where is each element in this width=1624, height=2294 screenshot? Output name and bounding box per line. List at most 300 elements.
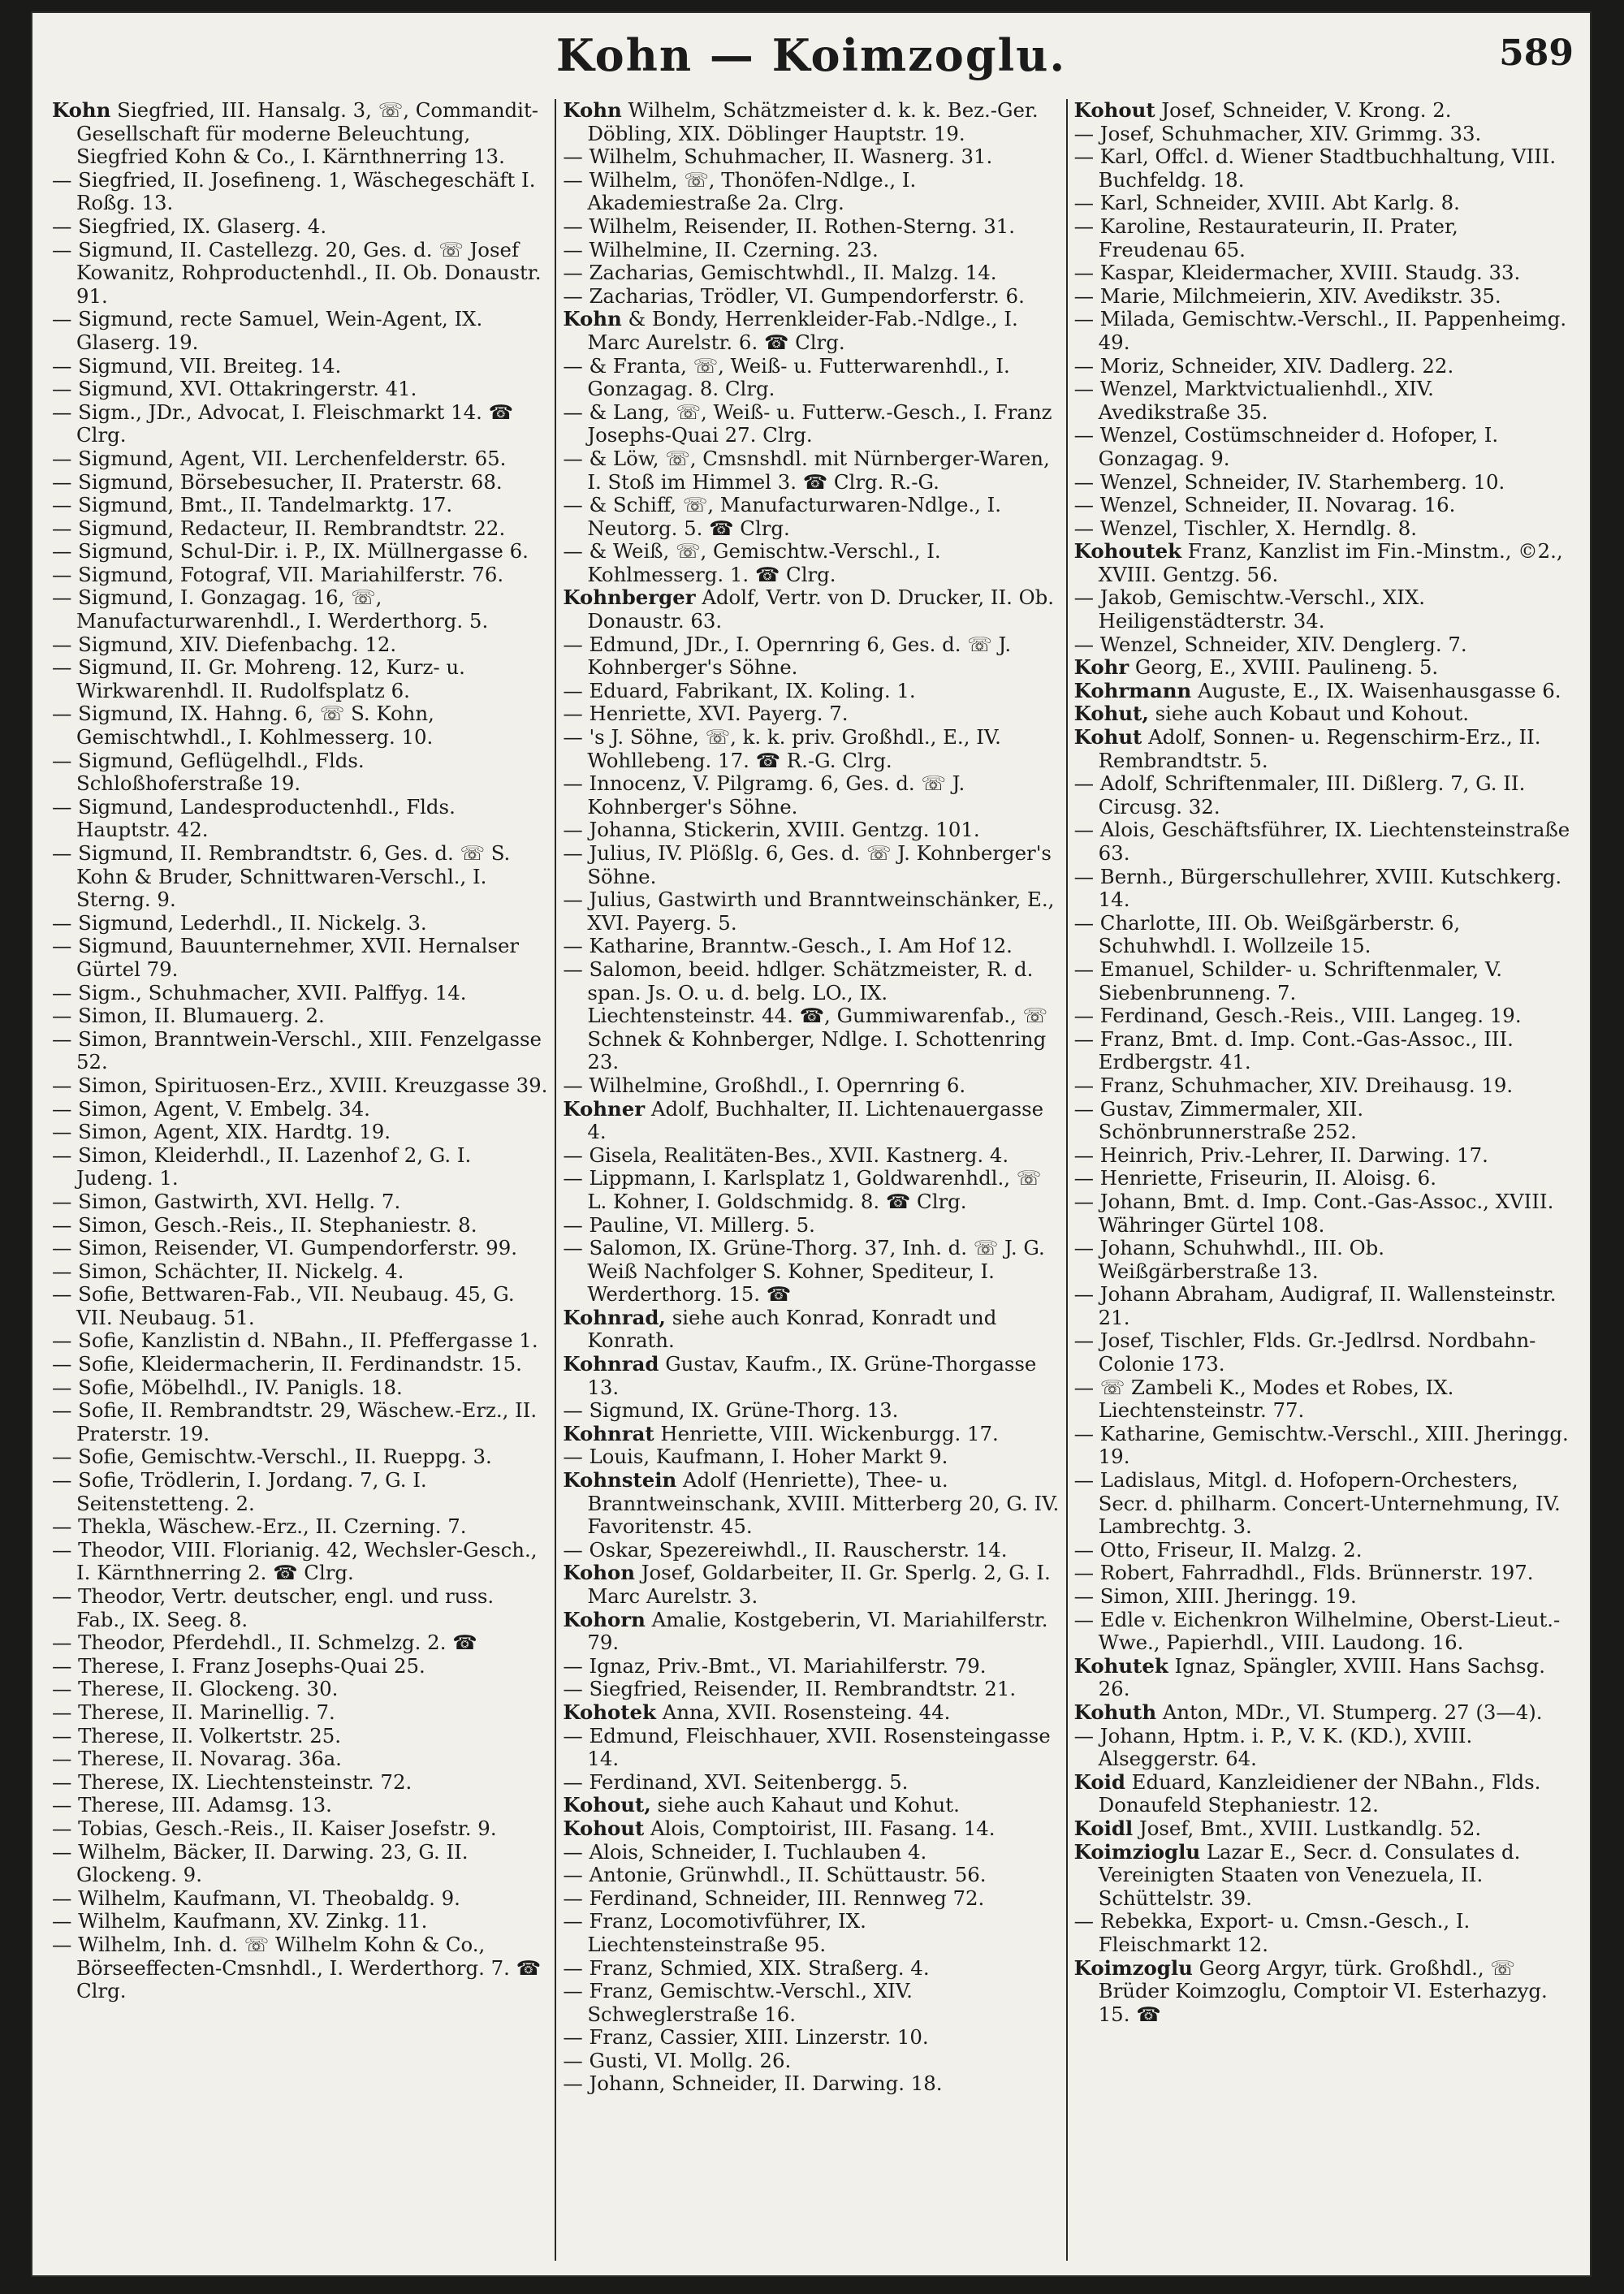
entry-text: — Josef, Schuhmacher, XIV. Grimmg. 33. <box>1073 121 1482 145</box>
directory-entry <box>563 1399 1059 1423</box>
entry-text: — Tobias, Gesch.-Reis., II. Kaiser Josefstr. 9. <box>52 1816 497 1840</box>
entry-text: — Theodor, Pferdehdl., II. Schmelzg. 2. ☎ <box>52 1631 477 1655</box>
column-3 <box>1066 99 1577 2261</box>
entry-text: — Emanuel, Schilder- u. Schriftenmaler, V. Siebenbrunneng. 7. <box>1073 957 1503 1004</box>
entry-text: — Therese, II. Novarag. 36a. <box>52 1747 342 1771</box>
entry-text: — Sofie, Bettwaren-Fab., VII. Neubaug. 45, G. VII. Neubaug. 51. <box>52 1282 515 1329</box>
directory-entry <box>52 1237 548 1260</box>
directory-entry <box>52 239 548 309</box>
directory-entry <box>1074 355 1570 378</box>
entry-text: — Henriette, Friseurin, II. Aloisg. 6. <box>1073 1166 1436 1190</box>
entry-text: — Sigmund, I. Gonzagag. 16, ☏, Manufacturwarenhdl., I. Werderthorg. 5. <box>52 585 489 633</box>
entry-text: — & Schiff, ☏, Manufacturwaren-Ndlge., I. Neutorg. 5. ☎ Clrg. <box>563 493 1002 540</box>
directory-entry <box>563 540 1059 586</box>
directory-entry <box>563 1423 1059 1446</box>
directory-entry <box>563 239 1059 262</box>
directory-entry <box>52 702 548 749</box>
entry-text: — Siegfried, Reisender, II. Rembrandtstr. 21. <box>563 1677 1017 1701</box>
entry-text: Auguste, E., IX. Waisenhausgasse 6. <box>1191 678 1561 702</box>
entry-text: Gustav, Kaufm., IX. Grüne-Thorgasse 13. <box>587 1352 1037 1399</box>
directory-entry <box>52 1817 548 1841</box>
entry-text: Amalie, Kostgeberin, VI. Mariahilferstr. 79. <box>587 1607 1048 1655</box>
directory-entry <box>1074 1701 1570 1725</box>
entry-text: — Wenzel, Tischler, X. Herndlg. 8. <box>1073 516 1418 540</box>
entry-text: — Therese, III. Adamsg. 13. <box>52 1793 332 1817</box>
directory-entry <box>52 1353 548 1376</box>
entry-text: & Bondy, Herrenkleider-Fab.-Ndlge., I. Marc Aurelstr. 6. ☎ Clrg. <box>587 307 1018 354</box>
entry-text: — Gusti, VI. Mollg. 26. <box>563 2048 792 2072</box>
entry-text: — Heinrich, Priv.-Lehrer, II. Darwing. 17. <box>1073 1143 1488 1167</box>
directory-entry <box>1074 819 1570 865</box>
entry-text: — Simon, Agent, XIX. Hardtg. 19. <box>52 1120 391 1144</box>
entry-text: — Wenzel, Schneider, XIV. Denglerg. 7. <box>1073 632 1467 656</box>
entry-text: — Adolf, Schriftenmaler, III. Dißlerg. 7, G. II. Circusg. 32. <box>1073 771 1526 819</box>
entry-text: — Sigm., JDr., Advocat, I. Fleischmarkt 14. ☎ Clrg. <box>52 400 513 447</box>
entry-text: — & Löw, ☏, Cmsnshdl. mit Nürnberger-Waren, I. Stoß im Himmel 3. ☎ Clrg. R.-G. <box>563 446 1050 494</box>
entry-text: — Karl, Schneider, XVIII. Abt Karlg. 8. <box>1073 191 1460 215</box>
entry-text: — Franz, Locomotivführer, IX. Liechtensteinstraße 95. <box>563 1909 866 1956</box>
directory-entry <box>563 1539 1059 1562</box>
entry-text: — Karl, Offcl. d. Wiener Stadtbuchhaltung, VIII. Buchfeldg. 18. <box>1073 145 1557 192</box>
entry-surname: Koimzoglu <box>1073 1955 1193 1980</box>
directory-entry <box>52 1771 548 1795</box>
directory-entry <box>563 888 1059 935</box>
entry-text: — & Lang, ☏, Weiß- u. Futterw.-Gesch., I. Franz Josephs-Quai 27. Clrg. <box>563 400 1052 447</box>
entry-text: — Therese, II. Marinellig. 7. <box>52 1700 335 1724</box>
entry-text: — Sofie, Kanzlistin d. NBahn., II. Pfeffergasse 1. <box>52 1328 538 1353</box>
entry-text: Anna, XVII. Rosensteing. 44. <box>655 1700 951 1724</box>
entry-surname: Kohorn <box>563 1607 646 1631</box>
entry-text: — Edmund, JDr., I. Opernring 6, Ges. d. ☏ J. Kohnberger's Söhne. <box>563 632 1012 680</box>
entry-text: — Katharine, Gemischtw.-Verschl., XIII. Jheringg. 19. <box>1073 1421 1569 1469</box>
directory-entry <box>52 1887 548 1911</box>
entry-text: — Johann Abraham, Audigraf, II. Wallensteinstr. 21. <box>1073 1282 1557 1329</box>
entry-surname: Kohnrad <box>563 1352 659 1376</box>
directory-entry <box>52 1190 548 1214</box>
directory-entry <box>1074 99 1570 123</box>
entry-text: — Franz, Cassier, XIII. Linzerstr. 10. <box>563 2025 929 2050</box>
entry-text: — Simon, II. Blumauerg. 2. <box>52 1004 325 1028</box>
directory-entry <box>563 702 1059 726</box>
directory-entry <box>1074 1376 1570 1423</box>
entry-text: — Robert, Fahrradhdl., Flds. Brünnerstr. 197. <box>1073 1561 1534 1585</box>
directory-entry <box>52 842 548 912</box>
entry-surname: Kohnrat <box>563 1421 654 1445</box>
entry-text: — Alois, Geschäftsführer, IX. Liechtensteinstraße 63. <box>1073 818 1570 865</box>
directory-entry <box>1074 308 1570 354</box>
entry-text: — Antonie, Grünwhdl., II. Schüttaustr. 56. <box>563 1863 987 1887</box>
directory-entry <box>563 1725 1059 1771</box>
directory-entry <box>1074 517 1570 541</box>
directory-entry <box>1074 772 1570 819</box>
entry-text: — Johann, Schneider, II. Darwing. 18. <box>563 2072 943 2096</box>
directory-entry <box>52 308 548 354</box>
directory-entry <box>1074 261 1570 285</box>
entry-text: — Siegfried, IX. Glaserg. 4. <box>52 214 327 238</box>
directory-entry <box>563 633 1059 680</box>
entry-text: — Theodor, VIII. Florianig. 42, Wechsler-Gesch., I. Kärnthnerring 2. ☎ Clrg. <box>52 1537 538 1585</box>
directory-entry <box>52 656 548 702</box>
directory-columns <box>45 99 1577 2261</box>
directory-entry <box>1074 145 1570 192</box>
entry-text: — Henriette, XVI. Payerg. 7. <box>563 702 849 726</box>
directory-entry <box>52 540 548 564</box>
directory-entry <box>52 796 548 842</box>
directory-entry <box>563 1794 1059 1817</box>
directory-entry <box>52 633 548 657</box>
entry-text: — Otto, Friseur, II. Malzg. 2. <box>1073 1537 1363 1562</box>
directory-entry <box>52 982 548 1005</box>
directory-entry <box>52 1376 548 1400</box>
column-2 <box>555 99 1065 2261</box>
directory-entry <box>52 1074 548 1098</box>
directory-entry <box>1074 1910 1570 1956</box>
directory-entry <box>1074 1283 1570 1329</box>
entry-surname: Kohr <box>1073 655 1129 680</box>
entry-text: — Sofie, II. Rembrandtstr. 29, Wäschew.-Erz., II. Praterstr. 19. <box>52 1398 538 1445</box>
entry-text: — Therese, I. Franz Josephs-Quai 25. <box>52 1653 425 1678</box>
entry-text: — Wenzel, Marktvictualienhdl., XIV. Avedikstraße 35. <box>1073 377 1434 424</box>
directory-entry <box>1074 1609 1570 1655</box>
entry-surname: Kohout <box>563 1816 645 1840</box>
directory-entry <box>1074 1329 1570 1376</box>
entry-text: — Franz, Gemischtw.-Verschl., XIV. Schweglerstraße 16. <box>563 1979 913 2026</box>
directory-entry <box>1074 633 1570 657</box>
entry-text: — Franz, Bmt. d. Imp. Cont.-Gas-Assoc., III. Erdbergstr. 41. <box>1073 1026 1514 1074</box>
directory-entry <box>52 1004 548 1028</box>
entry-text: Franz, Kanzlist im Fin.-Minstm., ©2., XVIII. Gentzg. 56. <box>1098 539 1563 586</box>
entry-text: — Sigmund, Bauunternehmer, XVII. Hernalser Gürtel 79. <box>52 934 520 981</box>
directory-entry <box>563 1910 1059 1956</box>
entry-text: — Karoline, Restaurateurin, II. Prater, Freudenau 65. <box>1073 214 1458 261</box>
entry-text: — Innocenz, V. Pilgramg. 6, Ges. d. ☏ J. Kohnberger's Söhne. <box>563 771 965 819</box>
directory-entry <box>52 1678 548 1701</box>
entry-text: — Salomon, IX. Grüne-Thorg. 37, Inh. d. ☏ J. G. Weiß Nachfolger S. Kohner, Spediteur, I. Werderthorg. 15. ☎ <box>563 1236 1045 1307</box>
entry-text: — Sigmund, Schul-Dir. i. P., IX. Müllnergasse 6. <box>52 539 529 564</box>
directory-entry <box>563 1074 1059 1098</box>
directory-entry <box>52 912 548 935</box>
entry-text: Adolf, Sonnen- u. Regenschirm-Erz., II. Rembrandtstr. 5. <box>1098 725 1541 772</box>
directory-entry <box>563 1562 1059 1608</box>
directory-entry <box>563 1678 1059 1701</box>
directory-entry <box>1074 912 1570 958</box>
entry-text: — 's J. Söhne, ☏, k. k. priv. Großhdl., E., IV. Wohllebeng. 17. ☎ R.-G. Clrg. <box>563 725 1001 772</box>
directory-entry <box>52 471 548 495</box>
entry-text: — Zacharias, Trödler, VI. Gumpendorferstr. 6. <box>563 283 1025 308</box>
directory-entry <box>563 169 1059 215</box>
directory-entry <box>1074 285 1570 309</box>
directory-entry <box>563 726 1059 772</box>
entry-text: — Charlotte, III. Ob. Weißgärberstr. 6, Schuhwhdl. I. Wollzeile 15. <box>1073 910 1461 958</box>
directory-entry <box>1074 192 1570 215</box>
entry-text: — Simon, Schächter, II. Nickelg. 4. <box>52 1259 404 1283</box>
directory-entry <box>563 1214 1059 1238</box>
directory-entry <box>52 1028 548 1074</box>
directory-entry <box>563 1445 1059 1469</box>
entry-text: — Wilhelmine, II. Czerning. 23. <box>563 237 879 261</box>
entry-surname: Kohut <box>1073 725 1142 750</box>
entry-text: — Johann, Hptm. i. P., V. K. (KD.), XVIII. Alseggerstr. 64. <box>1073 1723 1473 1771</box>
entry-text: — Eduard, Fabrikant, IX. Koling. 1. <box>563 678 916 702</box>
directory-entry <box>1074 1655 1570 1701</box>
directory-entry <box>563 772 1059 819</box>
entry-text: Eduard, Kanzleidiener der NBahn., Flds. Donaufeld Stephaniestr. 12. <box>1098 1769 1541 1817</box>
entry-surname: Kohotek <box>563 1700 656 1724</box>
directory-entry <box>1074 1144 1570 1168</box>
entry-text: siehe auch Konrad, Konradt und Konrath. <box>587 1305 997 1353</box>
entry-text: — Johann, Bmt. d. Imp. Cont.-Gas-Assoc., XVIII. Währinger Gürtel 108. <box>1073 1189 1554 1237</box>
directory-entry <box>1074 726 1570 772</box>
entry-text: Siegfried, III. Hansalg. 3, ☏, Commandit-Gesellschaft für moderne Beleuchtung, Siegfried Kohn & Co., I. Kärnthnerring 13. <box>76 99 539 169</box>
directory-entry <box>563 308 1059 354</box>
directory-entry <box>1074 1004 1570 1028</box>
directory-entry <box>52 1283 548 1329</box>
directory-entry <box>563 1841 1059 1864</box>
entry-text: — Sigmund, Redacteur, II. Rembrandtstr. 22. <box>52 516 506 540</box>
directory-entry <box>563 2026 1059 2050</box>
entry-text: — Wilhelm, Bäcker, II. Darwing. 23, G. II. Glockeng. 9. <box>52 1839 469 1887</box>
entry-text: — Sigm., Schuhmacher, XVII. Palffyg. 14. <box>52 980 467 1004</box>
entry-text: — Therese, II. Volkertstr. 25. <box>52 1723 342 1748</box>
directory-entry <box>563 1353 1059 1399</box>
entry-text: — Sigmund, II. Rembrandtstr. 6, Ges. d. ☏ S. Kohn & Bruder, Schnittwaren-Verschl., I. Sterng. 9. <box>52 841 511 912</box>
entry-text: — Thekla, Wäschew.-Erz., II. Czerning. 7. <box>52 1514 467 1539</box>
directory-entry <box>563 2050 1059 2073</box>
entry-text: — Wilhelm, Kaufmann, VI. Theobaldg. 9. <box>52 1886 460 1910</box>
directory-entry <box>52 564 548 587</box>
entry-surname: Kohuth <box>1073 1700 1157 1724</box>
entry-text: — Gisela, Realitäten-Bes., XVII. Kastnerg. 4. <box>563 1143 1009 1167</box>
directory-entry <box>563 1771 1059 1795</box>
entry-text: — Simon, Agent, V. Embelg. 34. <box>52 1096 370 1121</box>
entry-text: — Sigmund, Agent, VII. Lerchenfelderstr. 65. <box>52 446 507 470</box>
directory-entry <box>52 1515 548 1539</box>
directory-entry <box>52 99 548 169</box>
directory-entry <box>1074 471 1570 495</box>
directory-entry <box>1074 123 1570 146</box>
entry-text: — Sigmund, IX. Grüne-Thorg. 13. <box>563 1398 899 1423</box>
entry-text: — Ladislaus, Mitgl. d. Hofopern-Orchesters, Secr. d. philharm. Concert-Unternehmung, IV. Lambrechtg. 3. <box>1073 1468 1561 1539</box>
entry-text: Josef, Bmt., XVIII. Lustkandlg. 52. <box>1133 1816 1482 1840</box>
directory-entry <box>563 1237 1059 1307</box>
entry-surname: Kohn <box>52 99 111 122</box>
entry-text: — Bernh., Bürgerschullehrer, XVIII. Kutschkerg. 14. <box>1073 864 1562 912</box>
entry-text: Georg, E., XVIII. Paulineng. 5. <box>1129 655 1439 680</box>
entry-text: Georg Argyr, türk. Großhdl., ☏ Brüder Koimzoglu, Comptoir VI. Esterhazyg. 15. ☎ <box>1098 1955 1548 2026</box>
directory-entry <box>563 842 1059 888</box>
entry-text: — Wenzel, Schneider, II. Novarag. 16. <box>1073 493 1456 517</box>
entry-text: — Ferdinand, Schneider, III. Rennweg 72. <box>563 1886 985 1910</box>
entry-text: — Wilhelm, Kaufmann, XV. Zinkg. 11. <box>52 1909 428 1933</box>
entry-text: Wilhelm, Schätzmeister d. k. k. Bez.-Ger. Döbling, XIX. Döblinger Hauptstr. 19. <box>587 99 1039 145</box>
page-title: Kohn — Koimzoglu. <box>555 29 1067 81</box>
directory-entry <box>52 447 548 471</box>
entry-text: — Alois, Schneider, I. Tuchlauben 4. <box>563 1839 927 1864</box>
entry-text: — Simon, Gastwirth, XVI. Hellg. 7. <box>52 1189 401 1213</box>
entry-text: — Simon, Kleiderhdl., II. Lazenhof 2, G. I. Judeng. 1. <box>52 1143 472 1190</box>
entry-text: — Louis, Kaufmann, I. Hoher Markt 9. <box>563 1445 948 1469</box>
directory-entry <box>563 680 1059 703</box>
directory-entry <box>52 1214 548 1238</box>
entry-text: siehe auch Kobaut und Kohout. <box>1148 702 1469 726</box>
entry-text: — Franz, Schmied, XIX. Straßerg. 4. <box>563 1955 930 1980</box>
entry-text: — Salomon, beeid. hdlger. Schätzmeister, R. d. span. Js. O. u. d. belg. LO., IX. Liechtensteinstr. 44. ☎, Gummiwarenfab., ☏ Schnek & Kohnberger, Ndlge. I. Schottenring 23. <box>563 957 1047 1074</box>
entry-text: — Therese, IX. Liechtensteinstr. 72. <box>52 1769 412 1794</box>
entry-surname: Kohn <box>563 307 622 331</box>
entry-text: Anton, MDr., VI. Stumperg. 27 (3—4). <box>1156 1700 1543 1724</box>
entry-text: — Lippmann, I. Karlsplatz 1, Goldwarenhdl., ☏ L. Kohner, I. Goldschmidg. 8. ☎ Clrg. <box>563 1166 1042 1213</box>
directory-entry <box>1074 1771 1570 1817</box>
directory-entry <box>1074 540 1570 586</box>
entry-text: — Gustav, Zimmermaler, XII. Schönbrunnerstraße 252. <box>1073 1096 1364 1144</box>
directory-entry <box>52 401 548 447</box>
column-1 <box>45 99 555 2261</box>
entry-text: — Jakob, Gemischtw.-Verschl., XIX. Heiligenstädterstr. 34. <box>1073 585 1425 633</box>
directory-entry <box>1074 1957 1570 2027</box>
entry-text: — Wenzel, Schneider, IV. Starhemberg. 10. <box>1073 469 1505 494</box>
entry-text: — Sigmund, IX. Hahng. 6, ☏ S. Kohn, Gemischtwhdl., I. Kohlmesserg. 10. <box>52 702 434 750</box>
directory-entry <box>563 1817 1059 1841</box>
entry-surname: Koid <box>1073 1769 1125 1794</box>
page-number: 589 <box>1499 32 1574 74</box>
entry-surname: Kohnrad, <box>563 1305 666 1329</box>
entry-text: — Sigmund, Geflügelhdl., Flds. Schloßhoferstraße 19. <box>52 748 365 796</box>
entry-text: — Therese, II. Glockeng. 30. <box>52 1677 339 1701</box>
directory-entry <box>563 401 1059 447</box>
directory-entry <box>52 1144 548 1190</box>
entry-text: — & Weiß, ☏, Gemischtw.-Verschl., I. Kohlmesserg. 1. ☎ Clrg. <box>563 539 941 586</box>
entry-text: — Wilhelm, Schuhmacher, II. Wasnerg. 31. <box>563 145 993 169</box>
directory-entry <box>563 1655 1059 1678</box>
directory-entry <box>563 261 1059 285</box>
directory-entry <box>563 2072 1059 2096</box>
entry-text: — Julius, IV. Plößlg. 6, Ges. d. ☏ J. Kohnberger's Söhne. <box>563 841 1052 888</box>
directory-entry <box>563 285 1059 309</box>
entry-text: — Kaspar, Kleidermacher, XVIII. Staudg. 33. <box>1073 261 1521 285</box>
directory-entry <box>52 586 548 633</box>
entry-text: — Simon, Gesch.-Reis., II. Stephaniestr. 8. <box>52 1212 477 1237</box>
directory-entry <box>52 1399 548 1445</box>
directory-entry <box>1074 1167 1570 1190</box>
directory-entry <box>563 935 1059 958</box>
directory-entry <box>563 1609 1059 1655</box>
entry-text: — ☏ Zambeli K., Modes et Robes, IX. Liechtensteinstr. 77. <box>1073 1375 1454 1423</box>
directory-entry <box>1074 1562 1570 1585</box>
page-header <box>31 29 1592 86</box>
directory-entry <box>563 819 1059 842</box>
directory-entry <box>52 169 548 215</box>
directory-entry <box>52 1841 548 1887</box>
directory-entry <box>52 1794 548 1817</box>
directory-entry <box>1074 1841 1570 1911</box>
entry-text: siehe auch Kahaut und Kohut. <box>650 1793 960 1817</box>
directory-entry <box>1074 1817 1570 1841</box>
directory-entry <box>52 215 548 239</box>
directory-entry <box>563 1864 1059 1887</box>
entry-surname: Kohutek <box>1073 1653 1168 1678</box>
entry-surname: Koimzioglu <box>1073 1839 1201 1864</box>
entry-text: — Wilhelmine, Großhdl., I. Opernring 6. <box>563 1073 966 1097</box>
directory-entry <box>1074 378 1570 424</box>
directory-entry <box>1074 1469 1570 1539</box>
entry-text: — Sigmund, Börsebesucher, II. Praterstr. 68. <box>52 469 503 494</box>
entry-text: — Sigmund, recte Samuel, Wein-Agent, IX. Glaserg. 19. <box>52 307 483 354</box>
directory-entry <box>52 1631 548 1655</box>
entry-text: — Sofie, Möbelhdl., IV. Panigls. 18. <box>52 1375 403 1399</box>
directory-entry <box>52 1725 548 1748</box>
directory-entry <box>1074 1028 1570 1074</box>
directory-entry <box>52 517 548 541</box>
directory-entry <box>52 1260 548 1284</box>
directory-entry <box>1074 702 1570 726</box>
directory-entry <box>1074 424 1570 470</box>
entry-surname: Kohnstein <box>563 1468 677 1493</box>
directory-entry <box>1074 1190 1570 1237</box>
directory-entry <box>52 750 548 796</box>
directory-entry <box>52 1933 548 2003</box>
entry-text: — Sigmund, II. Castellezg. 20, Ges. d. ☏ Josef Kowanitz, Rohproductenhdl., II. Ob. Donaustr. 91. <box>52 237 542 308</box>
directory-entry <box>52 1655 548 1678</box>
directory-entry <box>1074 958 1570 1004</box>
directory-entry <box>1074 1585 1570 1609</box>
directory-entry <box>563 145 1059 169</box>
entry-text: — Sigmund, II. Gr. Mohreng. 12, Kurz- u. Wirkwarenhdl. II. Rudolfsplatz 6. <box>52 655 465 702</box>
directory-entry <box>563 494 1059 540</box>
entry-text: — Sigmund, XVI. Ottakringerstr. 41. <box>52 377 417 401</box>
entry-text: Josef, Schneider, V. Krong. 2. <box>1155 99 1452 122</box>
entry-surname: Kohut, <box>1073 702 1149 726</box>
directory-entry <box>1074 586 1570 633</box>
entry-text: — Sigmund, Landesproductenhdl., Flds. Hauptstr. 42. <box>52 794 456 842</box>
entry-text: — Sigmund, Bmt., II. Tandelmarktg. 17. <box>52 493 453 517</box>
directory-entry <box>563 355 1059 401</box>
entry-text: — Simon, Branntwein-Verschl., XIII. Fenzelgasse 52. <box>52 1026 542 1074</box>
directory-entry <box>52 494 548 517</box>
entry-text: Alois, Comptoirist, III. Fasang. 14. <box>644 1816 996 1840</box>
entry-text: — Ignaz, Priv.-Bmt., VI. Mariahilferstr. 79. <box>563 1653 987 1678</box>
entry-text: — Julius, Gastwirth und Branntweinschänker, E., XVI. Payerg. 5. <box>563 888 1055 935</box>
entry-text: — & Franta, ☏, Weiß- u. Futterwarenhdl., I. Gonzagag. 8. Clrg. <box>563 353 1010 401</box>
directory-entry <box>563 586 1059 633</box>
entry-surname: Kohoutek <box>1073 539 1182 564</box>
entry-text: — Rebekka, Export- u. Cmsn.-Gesch., I. Fleischmarkt 12. <box>1073 1909 1471 1956</box>
entry-surname: Kohout <box>1073 99 1155 122</box>
directory-entry <box>563 99 1059 145</box>
entry-text: — Pauline, VI. Millerg. 5. <box>563 1212 815 1237</box>
entry-text: Adolf, Buchhalter, II. Lichtenauergasse 4. <box>587 1096 1044 1144</box>
directory-entry <box>563 1957 1059 1981</box>
directory-entry <box>52 1910 548 1933</box>
directory-entry <box>52 355 548 378</box>
entry-surname: Kohn <box>563 99 622 122</box>
entry-text: — Ferdinand, XVI. Seitenbergg. 5. <box>563 1769 909 1794</box>
entry-text: — Josef, Tischler, Flds. Gr.-Jedlrsd. Nordbahn-Colonie 173. <box>1073 1328 1536 1376</box>
directory-entry <box>52 1121 548 1144</box>
entry-surname: Koidl <box>1073 1816 1134 1840</box>
entry-text: Ignaz, Spängler, XVIII. Hans Sachsg. 26. <box>1098 1653 1545 1701</box>
entry-text: — Katharine, Branntw.-Gesch., I. Am Hof 12. <box>563 934 1013 958</box>
directory-entry <box>1074 1237 1570 1283</box>
directory-entry <box>563 1144 1059 1168</box>
entry-text: Adolf (Henriette), Thee- u. Branntweinschank, XVIII. Mitterberg 20, G. IV. Favoritenstr. 45. <box>587 1468 1060 1539</box>
entry-surname: Kohout, <box>563 1793 651 1817</box>
directory-entry <box>1074 1423 1570 1469</box>
entry-text: — Simon, Spirituosen-Erz., XVIII. Kreuzgasse 39. <box>52 1073 548 1097</box>
entry-text: — Johann, Schuhwhdl., III. Ob. Weißgärberstraße 13. <box>1073 1236 1384 1283</box>
entry-text: — Wenzel, Costümschneider d. Hofoper, I. Gonzagag. 9. <box>1073 423 1499 470</box>
directory-entry <box>563 1887 1059 1911</box>
directory-entry <box>1074 1098 1570 1144</box>
